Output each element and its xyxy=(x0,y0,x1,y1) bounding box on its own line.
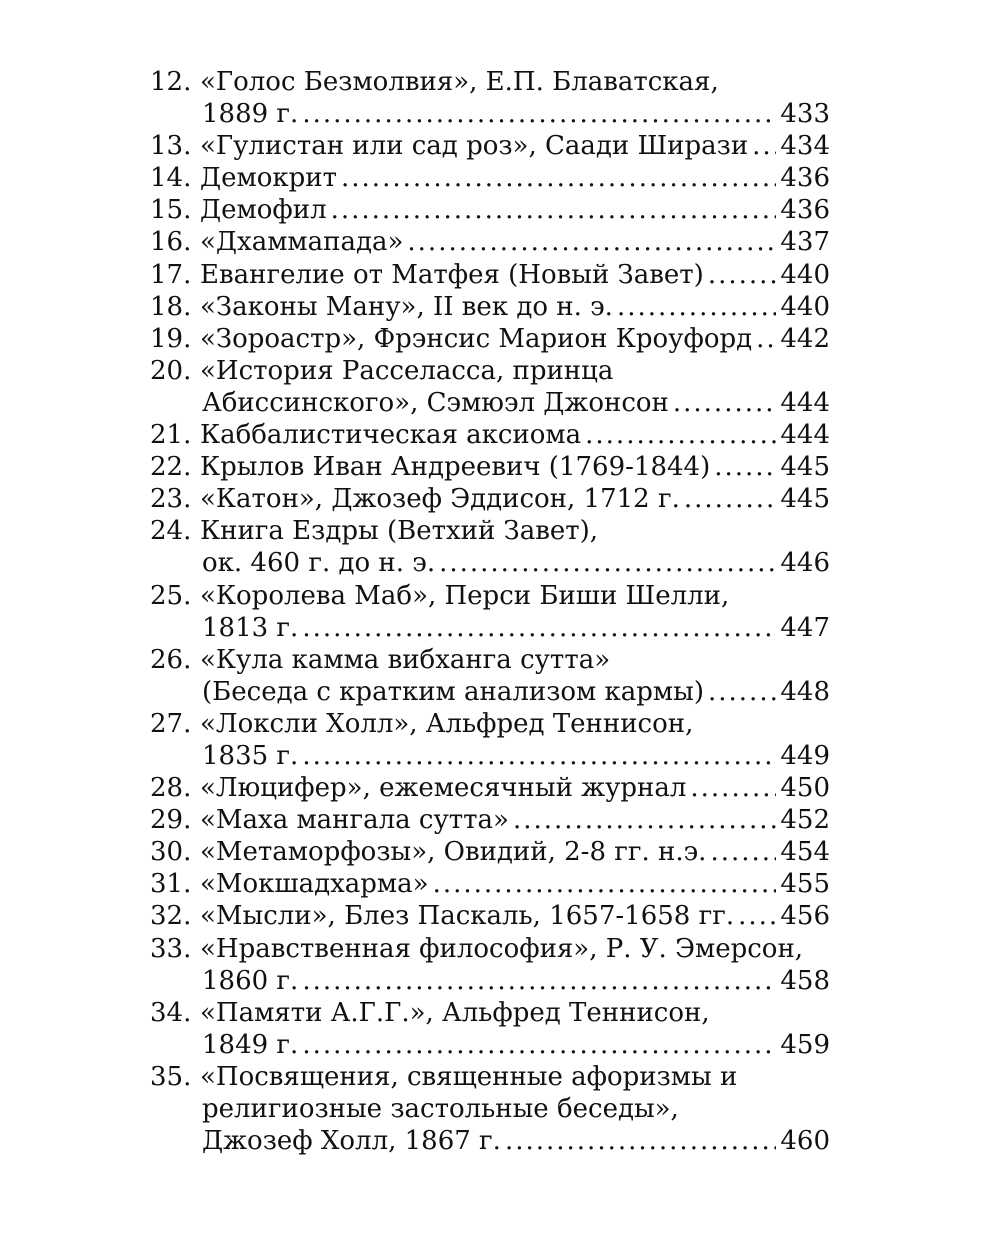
toc-entry-page: 434 xyxy=(780,131,830,162)
toc-entry-page: 440 xyxy=(780,259,830,290)
toc-entry-line xyxy=(150,997,830,1029)
toc-entry-number: 26. xyxy=(150,644,192,675)
toc-entry xyxy=(150,868,830,900)
dot-leader xyxy=(302,965,776,997)
toc-entry-line xyxy=(150,1061,830,1093)
toc-entry-line xyxy=(150,98,830,130)
toc-entry-title: «Катон», Джозеф Эддисон, 1712 г. xyxy=(200,484,680,515)
toc-entry-number: 32. xyxy=(150,901,192,932)
toc-entry xyxy=(150,772,830,804)
toc-entry-number: 30. xyxy=(150,837,192,868)
toc-entry-number: 21. xyxy=(150,420,192,451)
toc-entry-line xyxy=(150,740,830,772)
toc-entry-line xyxy=(150,162,830,194)
toc-entry-line xyxy=(150,1093,830,1125)
toc-entry-line xyxy=(150,580,830,612)
dot-leader xyxy=(710,836,776,868)
toc-entry xyxy=(150,997,830,1061)
toc-entry-page: 459 xyxy=(780,1029,830,1060)
toc-entry-line xyxy=(150,451,830,483)
toc-entry-page: 442 xyxy=(780,323,830,354)
toc-entry xyxy=(150,708,830,772)
toc-entry-line xyxy=(150,933,830,965)
toc-entry-number: 23. xyxy=(150,484,192,515)
toc-entry-number: 15. xyxy=(150,195,192,226)
toc-entry-number: 12. xyxy=(150,67,192,97)
toc-entry-page: 437 xyxy=(780,227,830,258)
toc-entry xyxy=(150,323,830,355)
toc-entry-title: «Нравственная философия», Р. У. Эмерсон, xyxy=(200,933,804,964)
dot-leader xyxy=(331,194,776,226)
toc-entry-line xyxy=(150,900,830,932)
toc-entry-title: «Метаморфозы», Овидий, 2-8 гг. н.э. xyxy=(200,837,707,868)
toc-entry xyxy=(150,933,830,997)
toc-entry-title: Абиссинского», Сэмюэл Джонсон xyxy=(202,387,669,418)
toc-entry-title: «Люцифер», ежемесячный журнал xyxy=(200,773,687,804)
toc-entry-number: 24. xyxy=(150,516,192,547)
toc-entry-line xyxy=(150,419,830,451)
dot-leader xyxy=(752,130,776,162)
toc-entry-page: 436 xyxy=(780,163,830,194)
toc-entry-title: Демокрит xyxy=(200,163,338,194)
dot-leader xyxy=(513,804,776,836)
toc-entry-line xyxy=(150,965,830,997)
toc-entry xyxy=(150,804,830,836)
toc-entry-title: Евангелие от Матфея (Новый Завет) xyxy=(200,259,704,290)
toc-entry-line xyxy=(150,291,830,323)
dot-leader xyxy=(617,291,776,323)
toc-entry xyxy=(150,900,830,932)
dot-leader xyxy=(505,1125,776,1157)
toc-entry-title: «Королева Маб», Перси Биши Шелли, xyxy=(200,580,730,611)
toc-entry-page: 449 xyxy=(780,740,830,771)
toc-entry-title: «Зороастр», Фрэнсис Марион Кроуфорд xyxy=(200,323,753,354)
toc-entry-title: 1889 г. xyxy=(202,99,299,130)
toc-entry-number: 31. xyxy=(150,869,192,900)
toc-entry-title: «Маха мангала сутта» xyxy=(200,805,509,836)
toc-entry-title: Книга Ездры (Ветхий Завет), xyxy=(200,516,599,547)
toc-entry-number: 18. xyxy=(150,291,192,322)
toc-entry-page: 454 xyxy=(780,837,830,868)
toc-entry-number: 20. xyxy=(150,355,192,386)
toc-entry-line xyxy=(150,612,830,644)
toc-entry-title: «Законы Ману», II век до н. э. xyxy=(200,291,613,322)
toc-entry-line xyxy=(150,387,830,419)
toc-entry-page: 456 xyxy=(780,901,830,932)
toc-entry-title: «Кула камма вибханга сутта» xyxy=(200,644,611,675)
toc-entry xyxy=(150,836,830,868)
toc-entry-line xyxy=(150,547,830,579)
toc-entry-title: религиозные застольные беседы», xyxy=(202,1094,679,1124)
toc-entry-number: 25. xyxy=(150,580,192,611)
toc-entry-page: 433 xyxy=(780,99,830,130)
toc-entry-line xyxy=(150,323,830,355)
dot-leader xyxy=(433,868,776,900)
toc-entry-title: «Мысли», Блез Паскаль, 1657-1658 гг. xyxy=(200,901,735,932)
toc-entry-page: 458 xyxy=(780,965,830,996)
toc-entry-number: 13. xyxy=(150,131,192,162)
dot-leader xyxy=(684,483,776,515)
toc-entry-title: ок. 460 г. до н. э. xyxy=(202,548,436,579)
toc-entry-page: 455 xyxy=(780,869,830,900)
dot-leader xyxy=(341,162,776,194)
toc-entry xyxy=(150,291,830,323)
toc-entry-page: 448 xyxy=(780,676,830,707)
toc-entry xyxy=(150,66,830,130)
dot-leader xyxy=(756,323,776,355)
toc-entry-line xyxy=(150,226,830,258)
toc-entry-title: Каббалистическая аксиома xyxy=(200,420,582,451)
dot-leader xyxy=(690,772,776,804)
dot-leader xyxy=(302,98,776,130)
toc-entry xyxy=(150,130,830,162)
toc-entry xyxy=(150,355,830,419)
toc-entry xyxy=(150,194,830,226)
toc-entry-page: 444 xyxy=(780,420,830,451)
toc-entry-title: Крылов Иван Андреевич (1769-1844) xyxy=(200,452,711,483)
toc-entry-page: 447 xyxy=(780,612,830,643)
dot-leader xyxy=(302,1029,776,1061)
toc-entry-title: «Памяти А.Г.Г.», Альфред Теннисон, xyxy=(200,997,710,1028)
toc-entry-line xyxy=(150,836,830,868)
dot-leader xyxy=(673,387,776,419)
toc-entry-number: 29. xyxy=(150,805,192,836)
toc-entry-line xyxy=(150,1029,830,1061)
toc-entry-line xyxy=(150,66,830,98)
toc-entry-number: 22. xyxy=(150,452,192,483)
toc-entry-page: 446 xyxy=(780,548,830,579)
toc-entry xyxy=(150,451,830,483)
toc-entry xyxy=(150,644,830,708)
toc-entry-line xyxy=(150,130,830,162)
dot-leader xyxy=(714,451,776,483)
toc-entry-page: 445 xyxy=(780,484,830,515)
toc-entry-line xyxy=(150,708,830,740)
toc-entry-number: 28. xyxy=(150,773,192,804)
toc-entry-title: 1860 г. xyxy=(202,965,299,996)
toc-entry xyxy=(150,580,830,644)
toc-entry-title: 1849 г. xyxy=(202,1029,299,1060)
toc-entry-line xyxy=(150,644,830,676)
toc-entry-line xyxy=(150,483,830,515)
toc-entry-title: (Беседа с кратким анализом кармы) xyxy=(202,676,704,707)
toc-entry-number: 34. xyxy=(150,997,192,1028)
toc-entry-page: 445 xyxy=(780,452,830,483)
toc-entry-line xyxy=(150,804,830,836)
toc-entry xyxy=(150,259,830,291)
toc-entry xyxy=(150,1061,830,1157)
table-of-contents xyxy=(150,66,830,1157)
toc-entry-number: 16. xyxy=(150,227,192,258)
toc-entry-title: «Голос Безмолвия», Е.П. Блаватская, xyxy=(200,67,719,97)
toc-entry-page: 444 xyxy=(780,387,830,418)
toc-entry-number: 14. xyxy=(150,163,192,194)
toc-entry xyxy=(150,419,830,451)
dot-leader xyxy=(708,259,776,291)
toc-entry-title: 1813 г. xyxy=(202,612,299,643)
toc-entry-line xyxy=(150,772,830,804)
toc-entry-page: 452 xyxy=(780,805,830,836)
toc-entry-line xyxy=(150,355,830,387)
toc-entry-page: 436 xyxy=(780,195,830,226)
dot-leader xyxy=(708,676,776,708)
toc-entry-title: «История Расселасса, принца xyxy=(200,355,614,386)
dot-leader xyxy=(585,419,776,451)
toc-entry xyxy=(150,162,830,194)
toc-entry-line xyxy=(150,676,830,708)
toc-entry-title: Демофил xyxy=(200,195,327,226)
toc-entry-title: «Посвящения, священные афоризмы и xyxy=(200,1061,738,1092)
dot-leader xyxy=(439,547,776,579)
toc-entry xyxy=(150,226,830,258)
dot-leader xyxy=(302,740,776,772)
toc-entry xyxy=(150,515,830,579)
toc-entry-line xyxy=(150,259,830,291)
toc-entry-title: 1835 г. xyxy=(202,740,299,771)
toc-entry-title: «Дхаммапада» xyxy=(200,227,404,258)
toc-entry-page: 460 xyxy=(780,1126,830,1157)
toc-entry-number: 27. xyxy=(150,708,192,739)
toc-entry-title: «Гулистан или сад роз», Саади Ширази xyxy=(200,131,749,162)
dot-leader xyxy=(738,900,776,932)
toc-entry-line xyxy=(150,1125,830,1157)
toc-entry-line xyxy=(150,194,830,226)
toc-entry-number: 17. xyxy=(150,259,192,290)
toc-entry xyxy=(150,483,830,515)
toc-entry-line xyxy=(150,868,830,900)
toc-entry-page: 450 xyxy=(780,773,830,804)
toc-entry-title: «Локсли Холл», Альфред Теннисон, xyxy=(200,708,694,739)
toc-entry-number: 35. xyxy=(150,1061,192,1092)
toc-entry-number: 19. xyxy=(150,323,192,354)
dot-leader xyxy=(302,612,776,644)
toc-entry-title: Джозеф Холл, 1867 г. xyxy=(202,1126,501,1157)
toc-entry-page: 440 xyxy=(780,291,830,322)
toc-entry-number: 33. xyxy=(150,933,192,964)
toc-entry-title: «Мокшадхарма» xyxy=(200,869,429,900)
dot-leader xyxy=(407,226,776,258)
toc-entry-line xyxy=(150,515,830,547)
